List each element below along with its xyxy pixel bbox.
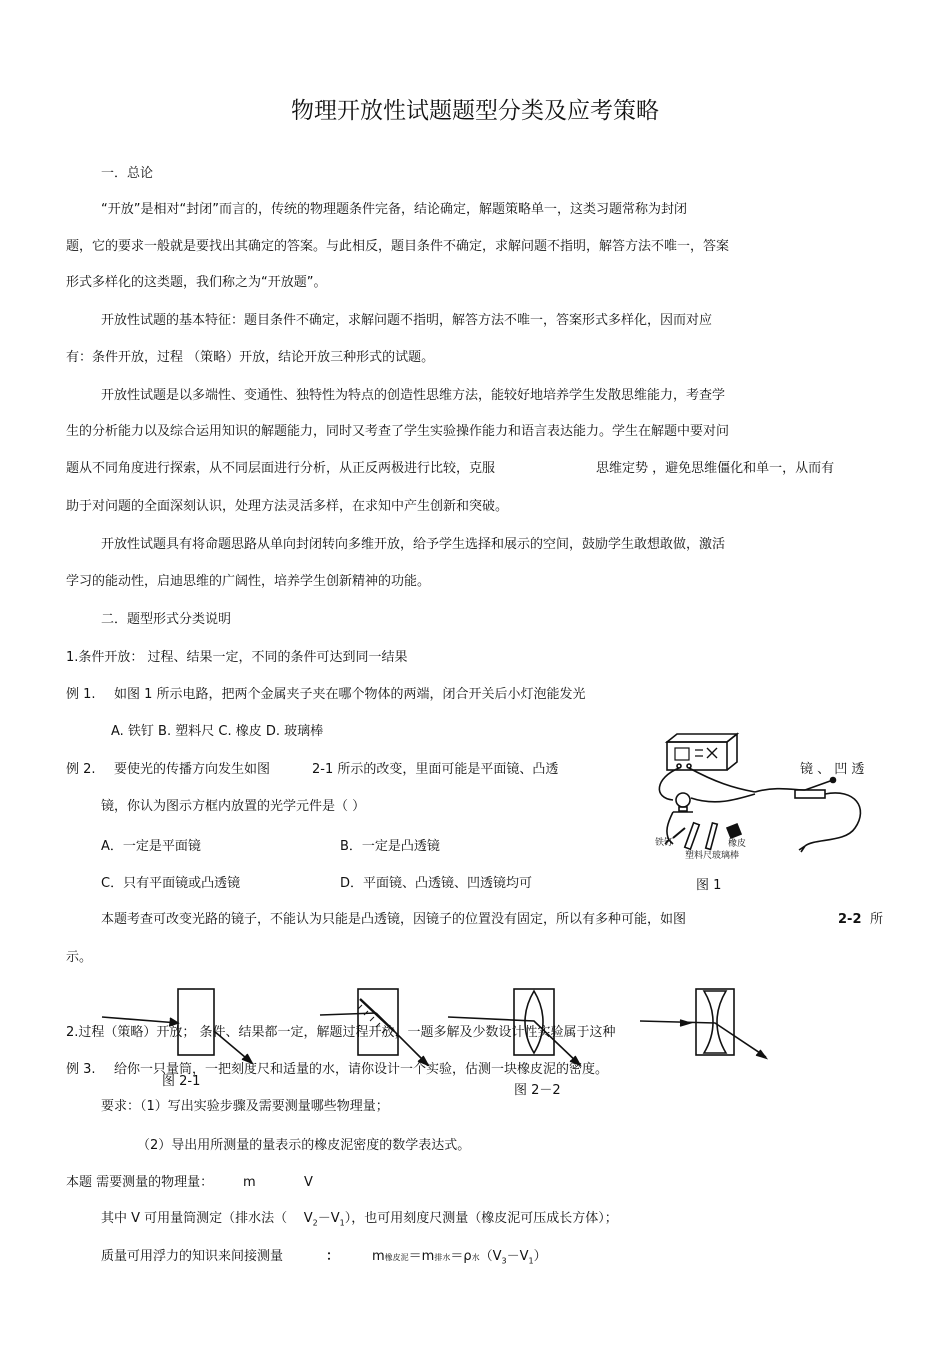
item-2: 2.过程（策略）开放； 条件、结果都一定，解题过程开放，一题多解及少数设计性实验属于这种 [66,1025,616,1040]
analysis-text: 示。 [66,950,93,965]
page-title: 物理开放性试题题型分类及应考策略 [291,98,659,124]
example-1-label: 例 1. [66,687,96,702]
paragraph-line: 形式多样化的这类题，我们称之为“开放题”。 [66,275,327,290]
requirement-1: 要求：（1）写出实验步骤及需要测量哪些物理量； [101,1099,389,1114]
paragraph-line: 开放性试题是以多端性、变通性、独特性为特点的创造性思维方法，能较好地培养学生发散思维能力，考查学 [101,388,726,403]
formula-close: ） [533,1249,547,1264]
option-c: C．只有平面镜或凸透镜 [101,876,241,891]
sub-water: 水 [471,1253,480,1262]
option-a: A．一定是平面镜 [101,839,201,854]
nail-object [673,828,685,838]
measure-prefix: 本题 需要测量的物理量： [66,1175,214,1190]
label-nail: 铁钉 [655,838,674,848]
paragraph-line: 题从不同角度进行探索，从不同层面进行分析，从正反两极进行比较，克服 [66,461,496,476]
mass-formula [372,1249,547,1270]
analysis-text: 本题考查可改变光路的镜子，不能认为只能是凸透镜，因镜子的位置没有固定，所以有多种可能，如图 [101,912,687,927]
volume-text: ），也可用刻度尺测量（橡皮泥可压成长方体）； [344,1211,618,1226]
paragraph-line: 生的分析能力以及综合运用知识的解题能力，同时又考查了学生实验操作能力和语言表达能力。学生在解题中要对问 [66,424,730,439]
sub-3: 3 [501,1256,507,1266]
sub-rubber: 橡皮泥 [384,1253,409,1262]
optical-box [178,989,214,1055]
mass-colon: ： [326,1249,340,1264]
formula-m: m [372,1249,385,1264]
sub-displaced: 排水 [434,1253,451,1262]
battery-box [667,734,737,742]
example-3-text: 给你一只量筒，一把刻度尺和适量的水，请你设计一个实验，估测一块橡皮泥的密度。 [114,1062,609,1077]
option-d: D．平面镜、凸透镜、凹透镜均可 [340,876,533,891]
minus-v1: －V [317,1211,340,1226]
figure-1-caption: 图 1 [696,878,722,893]
item-1: 1.条件开放： 过程、结果一定，不同的条件可达到同一结果 [66,650,408,665]
section-heading-1: 一．总论 [101,166,154,181]
requirement-2: （2）导出用所测量的量表示的橡皮泥密度的数学表达式。 [137,1138,471,1153]
volume-text: 其中 V 可用量筒测定（排水法（ [101,1211,288,1226]
figure-2-1-caption: 图 2-1 [162,1074,201,1089]
example-2-label: 例 2. [66,762,96,777]
paragraph-line: 开放性试题具有将命题思路从单向封闭转向多维开放，给予学生选择和展示的空间，鼓励学生敢想敢做，激活 [101,537,726,552]
volume-line [101,1211,618,1232]
example-2-text: 镜，你认为图示方框内放置的光学元件是（ ） [101,799,366,814]
sub-2: 2 [312,1218,318,1228]
paragraph-line: 有：条件开放，过程 （策略）开放，结论开放三种形式的试题。 [66,350,435,365]
example-2-text: 镜 、 凹 透 [800,762,865,777]
section-heading-2: 二．题型形式分类说明 [101,612,232,627]
figure-2-2-caption: 图 2－2 [514,1083,561,1098]
label-ruler: 塑料尺 [685,851,713,861]
example-2-text: 2-1 所示的改变，里面可能是平面镜、凸透 [312,762,559,777]
paragraph-line: 思维定势 ，避免思维僵化和单一，从而有 [596,461,835,476]
measure-v: V [304,1175,313,1190]
measure-m: m [243,1175,256,1190]
example-3-label: 例 3. [66,1062,96,1077]
label-eraser: 橡皮 [728,839,747,849]
formula-minus: －V [506,1249,529,1264]
label-glass-rod: 玻璃棒 [712,851,740,861]
paragraph-line: 题，它的要求一般就是要找出其确定的答案。与此相反，题目条件不确定，求解问题不指明，解答方法不唯一，答案 [66,239,730,254]
paragraph-line: “开放”是相对“封闭”而言的，传统的物理题条件完备，结论确定，解题策略单一，这类习题常称为封闭 [101,202,687,217]
option-b: B．一定是凸透镜 [340,839,440,854]
paragraph-line: 助于对问题的全面深刻认识，处理方法灵活多样，在求知中产生创新和突破。 [66,499,509,514]
paragraph-line: 开放性试题的基本特征：题目条件不确定，求解问题不指明，解答方法不唯一，答案形式多样化，因而对应 [101,313,713,328]
formula-eq2: ＝ρ [450,1249,472,1264]
analysis-text: 所 [870,912,884,927]
v2: V [303,1211,313,1226]
example-2-text: 要使光的传播方向发生如图 [114,762,271,777]
mass-text: 质量可用浮力的知识来间接测量 [101,1249,284,1264]
example-1-text: 如图 1 所示电路，把两个金属夹子夹在哪个物体的两端，闭合开关后小灯泡能发光 [114,687,586,702]
figure-1-circuit [655,728,885,868]
sub-1: 1 [339,1218,345,1228]
formula-eq1: ＝m [408,1249,435,1264]
sub-1: 1 [528,1256,534,1266]
paragraph-line: 学习的能动性，启迪思维的广阔性，培养学生创新精神的功能。 [66,574,431,589]
example-1-options: A. 铁钉 B. 塑料尺 C. 橡皮 D. 玻璃棒 [111,724,324,739]
analysis-figure-ref: 2-2 [838,912,862,927]
formula-paren: （V [479,1249,502,1264]
